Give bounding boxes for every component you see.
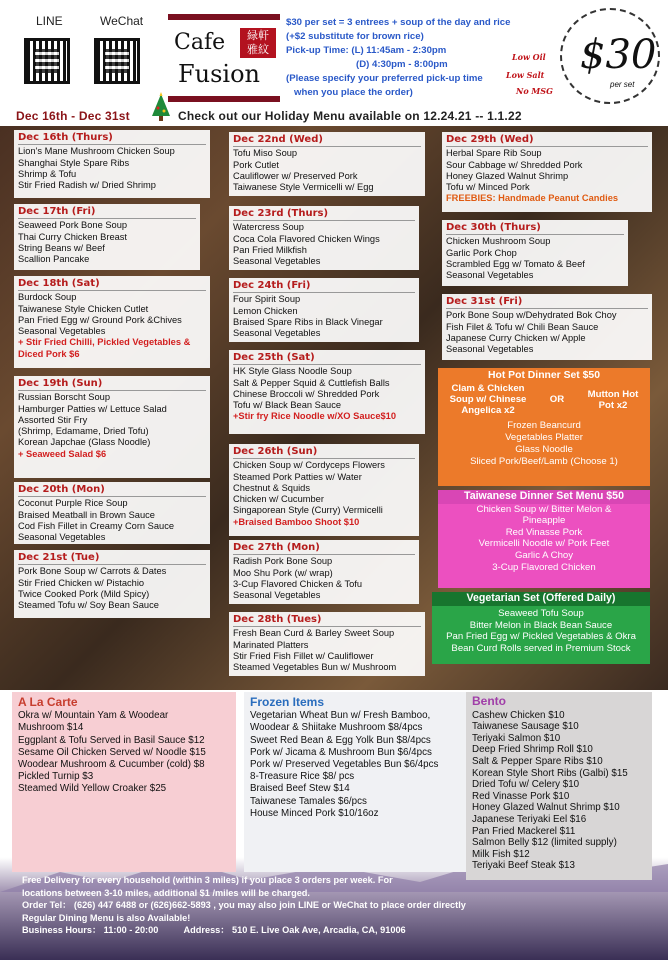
menu-item: Pork w/ Preserved Vegetables Bun $6/4pcs [250,759,439,771]
pricing-info [286,16,526,100]
dish: Singaporean Style (Curry) Vermicelli [233,505,383,516]
dish: Lion's Mane Mushroom Chicken Soup [18,146,175,157]
info-line: when you place the order) [294,87,413,98]
day-card [229,350,425,434]
low-oil-tag: Low Oil [512,52,546,62]
dish: Seasonal Vegetables [446,344,534,355]
a-la-carte-box [12,692,236,872]
no-msg-tag: No MSG [516,86,553,96]
dish: Sour Cabbage w/ Shredded Pork [446,159,583,170]
day-heading: Dec 19th (Sun) [18,378,206,391]
footer-info [22,874,662,937]
day-card [229,540,419,604]
day-card [229,278,419,342]
day-card [14,204,200,270]
vegetarian-item: Seaweed Tofu Soup [498,607,584,619]
dish: Pork Bone Soup w/ Carrots & Dates [18,566,167,577]
day-card [229,444,419,536]
dish: Coconut Purple Rice Soup [18,498,128,509]
vegetarian-set [432,592,650,664]
date-range: Dec 16th - Dec 31st [16,109,130,123]
dish: String Beans w/ Beef [18,242,105,253]
dish: Japanese Curry Chicken w/ Apple [446,332,586,343]
day-heading: Dec 21st (Tue) [18,552,206,565]
line-label: LINE [36,14,63,28]
day-heading: Dec 22nd (Wed) [233,134,421,147]
menu-item: Milk Fish $12 [472,848,530,860]
hot-pot-title: Hot Pot Dinner Set $50 [438,370,650,381]
delivery-note: locations between 3-10 miles, additional $1 /miles will be charged. [22,887,310,898]
dish: Steamed Pork Patties w/ Water [233,471,362,482]
day-card [14,130,210,198]
dish: Chinese Broccoli w/ Shredded Pork [233,388,380,399]
dish: Marinated Platters [233,639,309,650]
menu-item: Steamed Wild Yellow Croaker $25 [18,783,167,795]
day-heading: Dec 17th (Fri) [18,206,196,219]
day-heading: Dec 29th (Wed) [446,134,648,147]
hot-pot-option-2: Mutton Hot Pot x2 [587,388,639,411]
dish: Thai Curry Chicken Breast [18,231,128,242]
taiwanese-item: Chicken Soup w/ Bitter Melon & [476,503,612,515]
dish: Lemon Chicken [233,305,298,316]
dish: Pan Fried Egg w/ Ground Pork &Chives [18,314,182,325]
dish: Salt & Pepper Squid & Cuttlefish Balls [233,377,390,388]
dish: Chicken Soup w/ Cordyceps Flowers [233,460,385,471]
dish: Shrimp & Tofu [18,168,77,179]
dish: Garlic Pork Chop [446,247,517,258]
add-on: + Seaweed Salad $6 [18,448,107,459]
menu-item: Sweet Red Bean & Egg Yolk Bun $8/4pcs [250,734,431,746]
taiwanese-item: Garlic A Choy [514,549,574,561]
menu-item: Woodear Mushroom & Cucumber (cold) $8 [18,759,205,771]
dish: Moo Shu Pork (w/ wrap) [233,567,333,578]
bento-title: Bento [472,694,506,708]
menu-item: Honey Glazed Walnut Shrimp $10 [472,802,620,814]
frozen-items-box [244,692,466,872]
christmas-tree-icon [150,92,172,122]
regular-menu-note: Regular Dining Menu is also Available! [22,912,191,923]
day-card [442,220,628,286]
dish: Coca Cola Flavored Chicken Wings [233,233,380,244]
menu-item: Braised Beef Stew $14 [250,783,350,795]
dish: Seasonal Vegetables [18,326,106,337]
day-card [14,550,210,618]
dish: Braised Meatball in Brown Sauce [18,509,155,520]
dish: Korean Japchae (Glass Noodle) [18,437,151,448]
dish: Pork Bone Soup w/Dehydrated Bok Choy [446,310,617,321]
day-heading: Dec 20th (Mon) [18,484,206,497]
dish: Seasonal Vegetables [446,270,534,281]
order-phone[interactable]: Order Tel： (626) 447 6488 or (626)662-5893 , you may also join LINE or WeChat to place order directly [22,900,466,911]
menu-item: Pickled Turnip $3 [18,771,94,783]
menu-item: Korean Style Short Ribs (Galbi) $15 [472,767,628,779]
dish: Chicken w/ Cucumber [233,494,324,505]
menu-item: Okra w/ Mountain Yam & Woodear [18,710,169,722]
dish: Twice Cooked Pork (Mild Spicy) [18,588,150,599]
vegetarian-item: Pan Fried Egg w/ Pickled Vegetables & Okra [446,631,636,643]
day-card [14,482,210,544]
taiwanese-item: Red Vinasse Pork [505,526,583,538]
day-heading: Dec 26th (Sun) [233,446,415,459]
day-heading: Dec 24th (Fri) [233,280,415,293]
menu-item: Woodear & Shiitake Mushroom $8/4pcs [250,722,423,734]
dish: Burdock Soup [18,292,77,303]
dish: Scallion Pancake [18,254,90,265]
day-heading: Dec 30th (Thurs) [446,222,624,235]
line-qr-code-icon[interactable] [24,38,70,84]
menu-item: Sesame Oil Chicken Served w/ Noodle $15 [18,746,206,758]
menu-item: Japanese Teriyaki Eel $16 [472,813,587,825]
logo-text-1: Cafe [174,30,226,55]
dish: Steamed Tofu w/ Soy Bean Sauce [18,600,159,611]
day-card [229,132,425,196]
dish: Stir Fried Chicken w/ Pistachio [18,577,145,588]
menu-item: Dried Tofu w/ Celery $10 [472,779,580,791]
vegetarian-item: Bitter Melon in Black Bean Sauce [469,619,613,631]
dish: Taiwanese Style Vermicelli w/ Egg [233,182,374,193]
bento-box [466,692,652,880]
taiwanese-dinner-set [438,490,650,588]
header [0,0,668,128]
dish: Scrambled Egg w/ Tomato & Beef [446,258,585,269]
dish: Russian Borscht Soup [18,392,110,403]
menu-item: Taiwanese Tamales $6/pcs [250,795,367,807]
logo-seal: 緑軒 雅紋 [240,28,276,58]
dish: Hamburger Patties w/ Lettuce Salad [18,403,167,414]
menu-item: Cashew Chicken $10 [472,709,565,721]
menu-item: Pork w/ Jicama & Mushroom Bun $6/4pcs [250,746,432,758]
dish: Cod Fish Fillet in Creamy Corn Sauce [18,520,175,531]
day-heading: Dec 28th (Tues) [233,614,421,627]
day-heading: Dec 25th (Sat) [233,352,421,365]
dish: Radish Pork Bone Soup [233,556,333,567]
dish: Fish Filet & Tofu w/ Chili Bean Sauce [446,321,599,332]
taiwanese-item: Vermicelli Noodle w/ Pork Feet [478,538,610,550]
dish: (Shrimp, Edamame, Dried Tofu) [18,426,149,437]
menu-item: Eggplant & Tofu Served in Basil Sauce $12 [18,734,205,746]
dish: Seaweed Pork Bone Soup [18,220,128,231]
price-badge [560,8,660,104]
dish: Stir Fried Fish Fillet w/ Cauliflower [233,650,374,661]
dish: Seasonal Vegetables [233,590,321,601]
info-line: $30 per set = 3 entrees + soup of the day and rice [286,17,511,28]
badge-price: $30 [580,32,657,78]
hot-pot-or: OR [549,394,565,405]
wechat-label: WeChat [100,14,144,28]
dish: Chicken Mushroom Soup [446,236,551,247]
vegetarian-set-title: Vegetarian Set (Offered Daily) [432,592,650,606]
day-heading: Dec 27th (Mon) [233,542,415,555]
day-card [229,206,419,270]
hot-pot-item: Frozen Beancurd [507,420,581,431]
day-card [229,612,425,676]
taiwanese-item: Pineapple [522,515,566,527]
delivery-note: Free Delivery for every household (within 3 miles) if you place 3 orders per week. For [22,875,393,885]
menu-item: Mushroom $14 [18,722,84,734]
taiwanese-set-title: Taiwanese Dinner Set Menu $50 [438,490,650,504]
menu-item: Salt & Pepper Spare Ribs $10 [472,755,603,767]
low-salt-tag: Low Salt [506,70,545,80]
menu-item: Red Vinasse Pork $10 [472,790,570,802]
cafe-fusion-logo [168,14,280,102]
add-on: +Stir fry Rice Noodle w/XO Sauce$10 [233,411,397,422]
dish: Honey Glazed Walnut Shrimp [446,170,569,181]
hot-pot-dinner-set [438,368,650,486]
a-la-carte-title: A La Carte [18,695,78,709]
dish: Stir Fried Radish w/ Dried Shrimp [18,180,156,191]
day-card [14,376,210,478]
info-line: (D) 4:30pm - 8:00pm [356,59,448,70]
dish: Seasonal Vegetables [233,328,321,339]
day-heading: Dec 31st (Fri) [446,296,648,309]
badge-sub: per set [610,80,635,89]
menu-item: Teriyaki Beef Steak $13 [472,860,575,872]
menu-item: 8-Treasure Rice $8/ pcs [250,771,355,783]
frozen-items-title: Frozen Items [250,695,325,709]
menu-item: Salmon Belly $12 (limited supply) [472,837,617,849]
dish: Seasonal Vegetables [18,532,106,543]
dish: Tofu w/ Black Bean Sauce [233,400,342,411]
hot-pot-item: Sliced Pork/Beef/Lamb (Choose 1) [470,456,618,467]
dish: Seasonal Vegetables [233,256,321,267]
taiwanese-item: 3-Cup Flavored Chicken [492,561,596,573]
menu-item: Teriyaki Salmon $10 [472,732,561,744]
logo-text-2: Fusion [178,60,261,88]
add-on: + Stir Fried Chilli, Pickled Vegetables & Diced Pork $6 [18,337,191,359]
dish: Pork Cutlet [233,159,279,170]
info-line: Pick-up Time: (L) 11:45am - 2:30pm [286,45,447,56]
menu-item: House Minced Pork $10/16oz [250,807,379,819]
dish: Braised Spare Ribs in Black Vinegar [233,316,383,327]
dish: Four Spirit Soup [233,294,301,305]
dish: Taiwanese Style Chicken Cutlet [18,303,149,314]
dish: Assorted Stir Fry [18,414,88,425]
dish: Watercress Soup [233,222,304,233]
day-heading: Dec 18th (Sat) [18,278,206,291]
day-heading: Dec 16th (Thurs) [18,132,206,145]
day-card [14,276,210,368]
holiday-notice: Check out our Holiday Menu available on 12.24.21 -- 1.1.22 [178,109,522,123]
freebie: FREEBIES: Handmade Peanut Candies [446,193,619,204]
dish: Chestnut & Squids [233,482,311,493]
day-heading: Dec 23rd (Thurs) [233,208,415,221]
menu-item: Taiwanese Sausage $10 [472,721,579,733]
menu-item: Vegetarian Wheat Bun w/ Fresh Bamboo, [250,710,431,722]
dish: Shanghai Style Spare Ribs [18,157,130,168]
menu-item: Pan Fried Mackerel $11 [472,825,576,837]
hot-pot-option-1: Clam & Chicken Soup w/ Chinese Angelica x2 [449,383,527,416]
hot-pot-item: Vegetables Platter [505,432,583,443]
info-line: (Please specify your preferred pick-up time [286,73,483,84]
dish: Herbal Spare Rib Soup [446,148,542,159]
dish: Pan Fried Milkfish [233,244,307,255]
dish: Fresh Bean Curd & Barley Sweet Soup [233,628,395,639]
dish: Cauliflower w/ Preserved Pork [233,170,358,181]
hot-pot-item: Glass Noodle [515,444,573,455]
dish: 3-Cup Flavored Chicken & Tofu [233,578,363,589]
wechat-qr-code-icon[interactable] [94,38,140,84]
day-card [442,294,652,360]
vegetarian-item: Bean Curd Rolls served in Premium Stock [451,643,631,655]
day-card [442,132,652,212]
info-line: (+$2 substitute for brown rice) [286,31,424,42]
dish: Tofu w/ Minced Pork [446,182,530,193]
dish: Steamed Vegetables Bun w/ Mushroom [233,662,397,673]
dish: HK Style Glass Noodle Soup [233,366,352,377]
menu-item: Deep Fried Shrimp Roll $10 [472,744,593,756]
hours-address: Business Hours： 11:00 - 20:00 Address： 510 E. Live Oak Ave, Arcadia, CA, 91006 [22,925,406,936]
dish: Tofu Miso Soup [233,148,298,159]
add-on: +Braised Bamboo Shoot $10 [233,516,360,527]
